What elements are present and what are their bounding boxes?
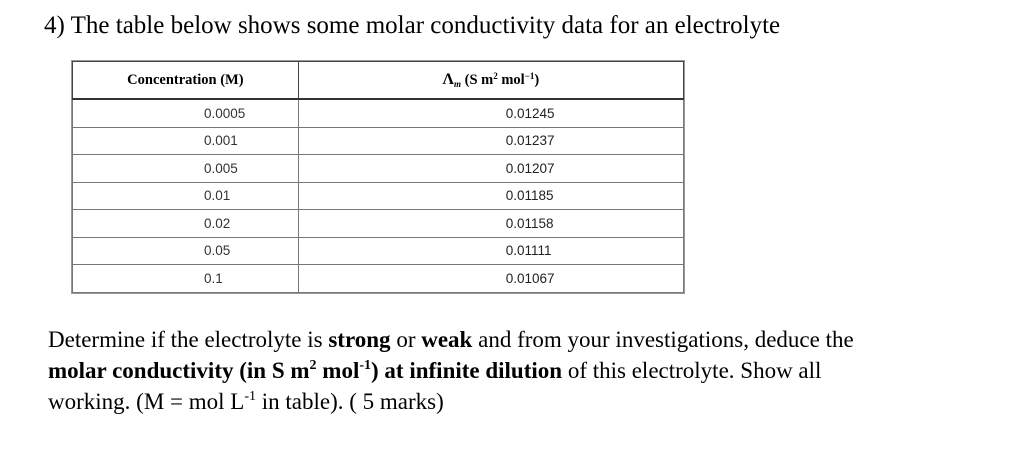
concentration-cell: 0.001 <box>73 127 299 155</box>
table-row <box>73 210 684 238</box>
instruction-line-3: working. (M = mol $L^{-1}$ in table). ( 5 marks) <box>48 389 444 414</box>
conductivity-cell: 0.01067 <box>298 265 683 293</box>
concentration-cell: 0.005 <box>73 155 299 183</box>
conductivity-cell: 0.01245 <box>298 99 683 127</box>
table-header-row <box>73 62 684 100</box>
table-row <box>73 237 684 265</box>
units-open: (S m <box>464 72 494 88</box>
question-heading <box>44 12 780 40</box>
units-close: ) <box>534 72 540 88</box>
conductivity-cell: 0.01207 <box>298 155 683 183</box>
concentration-cell: 0.01 <box>73 182 299 210</box>
units-sup-1: 2 <box>493 71 498 81</box>
question-number: 4) <box>44 12 65 39</box>
conductivity-cell: 0.01237 <box>298 127 683 155</box>
table-row <box>73 155 684 183</box>
table-row <box>73 182 684 210</box>
units-mid: mol <box>497 72 525 88</box>
header-molar-conductivity <box>298 62 683 100</box>
concentration-cell: 0.02 <box>73 210 299 238</box>
instruction-line-2: molar conductivity (in S $m^2$ mol$^{-1}$) at infinite dilution of this electrolyte. Show all <box>48 358 822 383</box>
conductivity-cell: 0.01111 <box>298 237 683 265</box>
strong-keyword: strong <box>328 327 391 352</box>
concentration-cell: 0.1 <box>73 265 299 293</box>
table-row <box>73 265 684 293</box>
conductivity-cell: 0.01185 <box>298 182 683 210</box>
header-concentration: Concentration (M) <box>73 62 299 100</box>
conductivity-cell: 0.01158 <box>298 210 683 238</box>
conductivity-table <box>72 61 684 293</box>
instruction-paragraph <box>48 324 1008 417</box>
concentration-cell: 0.0005 <box>73 99 299 127</box>
lambda-symbol: Λ <box>442 71 454 88</box>
table-row <box>73 99 684 127</box>
weak-keyword: weak <box>421 327 473 352</box>
units-sup-2: −1 <box>524 71 535 81</box>
concentration-cell: 0.05 <box>73 237 299 265</box>
question-text: The table below shows some molar conductivity data for an electrolyte <box>70 12 781 39</box>
table-row <box>73 127 684 155</box>
lambda-subscript: m <box>453 79 461 89</box>
instruction-line-1: Determine if the electrolyte is strong or weak and from your investigations, deduce the <box>48 327 854 352</box>
